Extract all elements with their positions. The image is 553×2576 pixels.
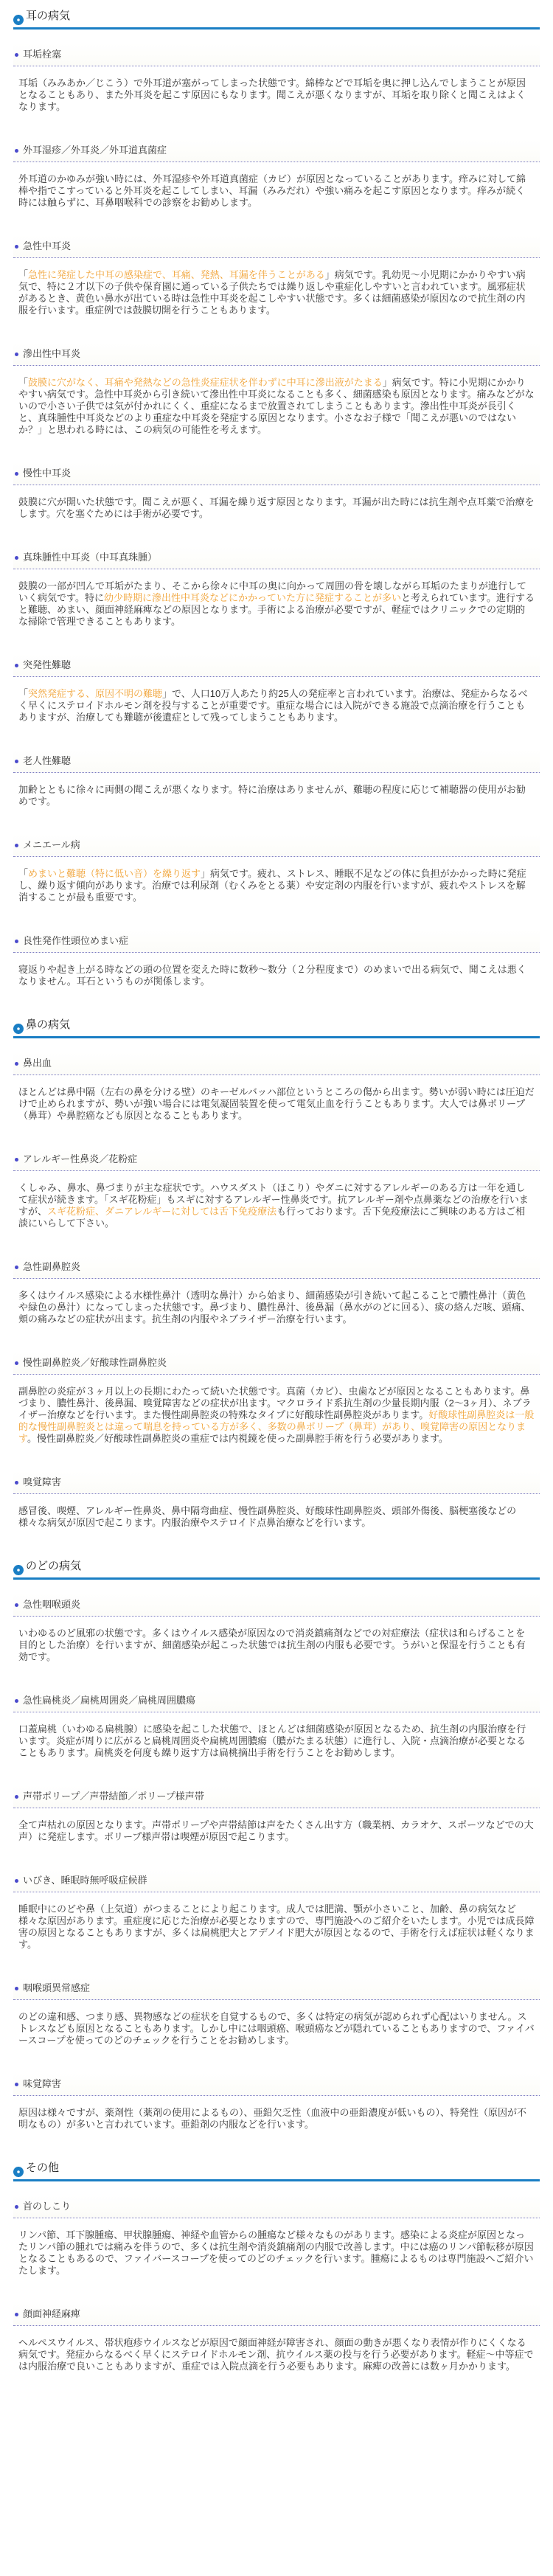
bullet-icon <box>15 1062 18 1066</box>
disease-heading-text: 急性扁桃炎／扁桃周囲炎／扁桃周囲膿瘍 <box>23 1695 196 1706</box>
disease-heading <box>13 654 540 677</box>
disease-heading <box>13 2303 540 2326</box>
disease-description <box>13 1494 540 1529</box>
disease-heading <box>13 750 540 773</box>
bullet-icon <box>15 1158 18 1162</box>
description-text: のどの違和感、つまり感、異物感などの症状を自覚するもので、多くは特定の病気が認められず心配はいりません。ストレスなども原因となることもあります。しかし中には咽頭癌、喉頭癌などが隠れていることもありますので、ファイバースコープを使ってのどのチェックを行うことをお勧めします。 <box>18 2011 535 2046</box>
disease-description <box>13 485 540 520</box>
disease-description <box>13 1075 540 1122</box>
description-text: 外耳道のかゆみが強い時には、外耳湿疹や外耳道真菌症（カビ）が原因となっていることがあります。痒みに対して綿棒や指でこすっていると外耳炎を起こしてしまい、耳漏（みみだれ）や強い痛みを起こす原因となります。痒みが続く時には触らずに、耳鼻咽喉科での診察をお勧めします。 <box>18 173 526 208</box>
section-title-text: 耳の病気 <box>26 10 71 22</box>
disease-item <box>13 1256 540 1325</box>
disease-description <box>13 1617 540 1663</box>
gear-icon <box>13 11 24 21</box>
disease-description <box>13 2096 540 2131</box>
description-text: 副鼻腔の炎症が３ヶ月以上の長期にわたって続いた状態です。真菌（カビ）、虫歯などが原因となることもあります。鼻づまり、膿性鼻汁、後鼻漏、嗅覚障害などの症状が出ます。マクロライド系抗生剤の少量長期内服（2〜3ヶ月）、ネブライザー治療などを行います。また慢性副鼻腔炎の特殊なタイプに好酸球性副鼻腔炎があります。 <box>18 1386 532 1420</box>
section <box>13 1014 540 1529</box>
disease-description <box>13 1808 540 1843</box>
highlighted-text: 幼少時期に滲出性中耳炎などにかかっていた方に発症することが多い <box>103 592 401 603</box>
disease-heading-text: 嗅覚障害 <box>23 1476 62 1487</box>
section-title-text: その他 <box>26 2162 60 2174</box>
disease-heading <box>13 1256 540 1279</box>
description-text: 感冒後、喫煙、アレルギー性鼻炎、鼻中隔弯曲症、慢性副鼻腔炎、好酸球性副鼻腔炎、頭部外傷後、脳梗塞後などの様々な病気が原因で起こります。内服治療やステロイド点鼻治療などを行います。 <box>18 1505 517 1528</box>
disease-heading <box>13 139 540 162</box>
disease-heading <box>13 1785 540 1808</box>
section-title-text: のどの病気 <box>26 1560 82 1572</box>
disease-heading-text: 良性発作性頭位めまい症 <box>23 935 129 946</box>
disease-item <box>13 654 540 723</box>
disease-heading-text: 急性咽喉頭炎 <box>23 1599 81 1610</box>
description-text: ほとんどは鼻中隔（左右の鼻を分ける壁）のキーゼルバッハ部位というところの傷から出ます。勢いが弱い時には圧迫だけで止められますが、勢いが強い場合には電気凝固装置を使って電気止血を行うこともあります。大人では鼻ポリープ（鼻茸）や鼻腔癌なども原因となることもあります。 <box>18 1086 535 1121</box>
disease-heading <box>13 1869 540 1892</box>
disease-heading-text: 滲出性中耳炎 <box>23 348 81 359</box>
disease-heading <box>13 2073 540 2096</box>
disease-item <box>13 139 540 209</box>
description-text: 鼓膜に穴が開いた状態です。聞こえが悪く、耳漏を繰り返す原因となります。耳漏が出た時には抗生剤や点耳薬で治療をします。穴を塞ぐためには手術が必要です。 <box>18 496 535 519</box>
disease-heading <box>13 235 540 258</box>
gear-icon <box>13 1020 24 1030</box>
description-text: 口蓋扁桃（いわゆる扁桃腺）に感染を起こした状態で、ほとんどは細菌感染が原因となるため、抗生剤の内服治療を行います。炎症が周りに広がると扁桃周囲炎や扁桃周囲膿瘍（膿がたまる状態）に進行し、入院・点滴治療が必要となることもあります。扁桃炎を何度も繰り返す方は扁桃摘出手術を行うことをお勧めします。 <box>18 1723 526 1758</box>
highlighted-text: 鼓膜に穴がなく、耳痛や発熱などの急性炎症症状を伴わずに中耳に滲出液がたまる <box>28 377 383 388</box>
bullet-icon <box>15 149 18 153</box>
description-text: 」病気です。特に小児期にかかりやすい病気です。急性中耳炎から引き続いて滲出性中耳炎になることも多く、細菌感染も原因となります。痛みなどがないので小さい子供では気が付かれにくく、重症になるまで放置されてしまうこともあります。滲出性中耳炎が長引くと、真珠腫性中耳炎などのより重症な中耳炎を発症する原因となります。小さなお子様で「聞こえが悪いのではないか？」と思われる時には、この病気の可能性を考えます。 <box>18 377 535 435</box>
disease-description <box>13 2218 540 2277</box>
disease-heading-text: 顔面神経麻痺 <box>23 2308 81 2319</box>
disease-description <box>13 1171 540 1229</box>
disease-item <box>13 834 540 903</box>
disease-description <box>13 953 540 987</box>
disease-item <box>13 462 540 520</box>
description-text: 鼓膜の一部が凹んで耳垢がたまり、そこから徐々に中耳の奥に向かって周囲の骨を壊しながら耳垢のたまりが進行していく病気です。特に <box>18 580 527 603</box>
disease-description <box>13 1712 540 1759</box>
description-text: 。慢性副鼻腔炎／好酸球性副鼻腔炎の重症では内視鏡を使った副鼻腔手術を行う必要があります。 <box>27 1433 448 1444</box>
bullet-icon <box>15 1603 18 1607</box>
bullet-icon <box>15 245 18 249</box>
disease-description <box>13 569 540 628</box>
highlighted-text: 急性に発症した中耳の感染症で、耳痛、発熱、耳漏を伴うことがある <box>28 269 325 280</box>
disease-item <box>13 2303 540 2372</box>
disease-heading <box>13 44 540 66</box>
description-text: 「 <box>18 868 29 879</box>
section <box>13 1555 540 2131</box>
description-text: も行っております。舌下免疫療法にご興味のある方はご相談にいらして下さい。 <box>18 1206 526 1229</box>
disease-item <box>13 44 540 113</box>
bullet-icon <box>15 556 18 560</box>
disease-item <box>13 546 540 628</box>
disease-heading <box>13 1594 540 1617</box>
bullet-icon <box>15 1481 18 1485</box>
disease-item <box>13 1977 540 2046</box>
disease-heading <box>13 1977 540 2000</box>
disease-heading-text: 耳垢栓塞 <box>23 49 62 60</box>
disease-item <box>13 2073 540 2131</box>
bullet-icon <box>15 2083 18 2086</box>
disease-item <box>13 343 540 436</box>
disease-heading <box>13 462 540 485</box>
disease-heading <box>13 2195 540 2218</box>
disease-description <box>13 677 540 723</box>
disease-item <box>13 1594 540 1663</box>
description-text: 耳垢（みみあか／じこう）で外耳道が塞がってしまった状態です。綿棒などで耳垢を奥に押し込んでしまうことが原因となることもあり、また外耳炎を起こす原因にもなります。聞こえが悪くなりますが、耳垢を取り除くと聞こえはよくなります。 <box>18 77 526 112</box>
description-text: 「 <box>18 688 29 699</box>
disease-heading-text: 味覚障害 <box>23 2078 62 2089</box>
disease-description <box>13 66 540 113</box>
disease-description <box>13 2326 540 2372</box>
bullet-icon <box>15 353 18 356</box>
disease-description <box>13 366 540 436</box>
disease-heading <box>13 1690 540 1712</box>
gear-icon <box>13 2163 24 2173</box>
disease-description <box>13 2000 540 2046</box>
description-text: 多くはウイルス感染による水様性鼻汁（透明な鼻汁）から始まり、細菌感染が引き続いて起こることで膿性鼻汁（黄色や緑色の鼻汁）になってしまった状態です。鼻づまり、膿性鼻汁、後鼻漏（鼻水がのどに回る）、痰の絡んだ咳、頭痛、頬の痛みなどの症状が出ます。抗生剤の内服やネブライザー治療を行います。 <box>18 1290 531 1325</box>
disease-heading-text: 急性中耳炎 <box>23 240 72 251</box>
disease-heading-text: メニエール病 <box>23 839 80 850</box>
description-text: リンパ節、耳下腺腫瘍、甲状腺腫瘍、神経や血管からの腫瘍など様々なものがあります。感染による炎症が原因となったリンパ節の腫れでは痛みを伴うので、多くは抗生剤や消炎鎮痛剤の内服で改善します。中には癌のリンパ節転移が原因となることもあるので、ファイバースコープを使ってのどのチェックを行います。腫瘍によるものは専門施設へご紹介いたします。 <box>18 2229 534 2276</box>
disease-heading-text: 老人性難聴 <box>23 755 72 766</box>
disease-heading-text: 声帯ポリープ／声帯結節／ポリープ様声帯 <box>23 1791 204 1802</box>
bullet-icon <box>15 1361 18 1365</box>
bullet-icon <box>15 1795 18 1799</box>
disease-description <box>13 162 540 209</box>
disease-item <box>13 1352 540 1445</box>
bullet-icon <box>15 1699 18 1703</box>
highlighted-text: 突然発症する、原因不明の難聴 <box>28 688 163 699</box>
description-text: 加齢とともに徐々に両側の聞こえが悪くなります。特に治療はありませんが、難聴の程度に応じて補聴器の使用がお勧めです。 <box>18 784 526 807</box>
disease-description <box>13 857 540 903</box>
description-text: 」で、人口10万人あたり約25人の発症率と言われています。治療は、発症からなるべく早くにステロイドホルモン剤を投与することが重要です。重症な場合には入院ができる施設で点滴治療を行うこともありますが、治療しても難聴が後遺症として残ってしまうこともあります。 <box>18 688 528 723</box>
description-text: 「 <box>18 377 29 388</box>
bullet-icon <box>15 1266 18 1269</box>
disease-item <box>13 1052 540 1122</box>
disease-heading-text: 慢性中耳炎 <box>23 468 72 479</box>
disease-heading <box>13 343 540 366</box>
description-text: 睡眠中にのどや鼻（上気道）がつまることにより起こります。成人では肥満、顎が小さいこと、加齢、鼻の病気など様々な原因があります。重症度に応じた治療が必要となりますので、専門施設へのご紹介をいたします。小児では成長障害の原因となることもありますが、多くは扁桃肥大とアデノイド肥大が原因となるので、手術を行えば症状は軽くなります。 <box>18 1903 535 1950</box>
disease-heading <box>13 1352 540 1375</box>
disease-heading-text: アレルギー性鼻炎／花粉症 <box>23 1153 138 1164</box>
disease-item <box>13 1869 540 1951</box>
section <box>13 2157 540 2372</box>
bullet-icon <box>15 2313 18 2316</box>
bullet-icon <box>15 472 18 476</box>
disease-heading <box>13 834 540 857</box>
bullet-icon <box>15 2205 18 2209</box>
disease-heading <box>13 1148 540 1171</box>
description-text: くしゃみ、鼻水、鼻づまりが主な症状です。ハウスダスト（ほこり）やダニに対するアレルギーのある方は一年を通して症状が続きます。「スギ花粉症」もスギに対するアレルギー性鼻炎です。抗アレルギー剤や点鼻薬などの治療を行いますが、 <box>18 1182 529 1217</box>
disease-heading-text: 外耳湿疹／外耳炎／外耳道真菌症 <box>23 145 167 156</box>
section-title <box>13 1555 540 1580</box>
disease-description <box>13 1279 540 1325</box>
disease-heading <box>13 930 540 953</box>
description-text: と考えられています。進行すると難聴、めまい、顔面神経麻痺などの原因となります。手術による治療が必要ですが、軽症ではクリニックでの定期的な掃除で管理できることもあります。 <box>18 592 535 627</box>
disease-item <box>13 235 540 316</box>
disease-description <box>13 773 540 808</box>
description-text: 原因は様々ですが、薬剤性（薬剤の使用によるもの）、亜鉛欠乏性（血液中の亜鉛濃度が低いもの）、特発性（原因が不明なもの）が多いと言われています。亜鉛剤の内服などを行います。 <box>18 2107 527 2130</box>
disease-heading <box>13 546 540 569</box>
disease-heading-text: 慢性副鼻腔炎／好酸球性副鼻腔炎 <box>23 1357 167 1368</box>
description-text: 」病気です。乳幼児〜小児期にかかりやすい病気で、特に２才以下の子供や保育園に通っている子供たちでは繰り返しや重症化しやすいと言われています。風邪症状があるとき、黄色い鼻水が出ている時は急性中耳炎を起こしやすい状態です。多くは細菌感染が原因なので抗生剤の内服を行います。重症例では鼓膜切開を行うこともあります。 <box>18 269 526 316</box>
section-title <box>13 2157 540 2181</box>
disease-heading-text: 急性副鼻腔炎 <box>23 1261 81 1272</box>
disease-heading-text: いびき、睡眠時無呼吸症候群 <box>23 1875 147 1886</box>
disease-heading <box>13 1052 540 1075</box>
disease-item <box>13 930 540 987</box>
description-text: 」病気です。疲れ、ストレス、睡眠不足などの体に負担がかかった時に発症し、繰り返す傾向があります。治療では利尿剤（むくみをとる薬）や安定剤の内服を行いますが、疲れやストレスを解消することが最も重要です。 <box>18 868 526 903</box>
bullet-icon <box>15 844 18 847</box>
highlighted-text: 好酸球性副鼻腔炎は一般的な慢性副鼻腔炎とは違って喘息を持っている方が多く、多数の鼻ポリープ（鼻茸）があり、嗅覚障害の原因となります <box>18 1409 535 1444</box>
disease-heading-text: 真珠腫性中耳炎（中耳真珠腫） <box>23 552 158 563</box>
disease-heading <box>13 1471 540 1494</box>
section <box>13 5 540 987</box>
bullet-icon <box>15 1879 18 1883</box>
disease-item <box>13 750 540 808</box>
disease-heading-text: 突発性難聴 <box>23 659 72 670</box>
section-title <box>13 5 540 29</box>
section-title-text: 鼻の病気 <box>26 1018 71 1031</box>
disease-heading-text: 首のしこり <box>23 2201 72 2212</box>
disease-description <box>13 1892 540 1951</box>
bullet-icon <box>15 940 18 943</box>
disease-description <box>13 258 540 316</box>
disease-item <box>13 1471 540 1529</box>
disease-item <box>13 2195 540 2277</box>
description-text: いわゆるのど風邪の状態です。多くはウイルス感染が原因なので消炎鎮痛剤などでの対症療法（症状は和らげることを目的とした治療）を行いますが、細菌感染が起こった状態では抗生剤の内服も必要です。うがいと保湿を行うことも有効です。 <box>18 1628 526 1662</box>
disease-item <box>13 1690 540 1759</box>
section-title <box>13 1014 540 1038</box>
disease-item <box>13 1785 540 1843</box>
description-text: 「 <box>18 269 29 280</box>
bullet-icon <box>15 53 18 57</box>
disease-heading-text: 咽喉頭異常感症 <box>23 1982 91 1993</box>
disease-heading-text: 鼻出血 <box>23 1058 52 1069</box>
bullet-icon <box>15 664 18 667</box>
disease-item <box>13 1148 540 1229</box>
bullet-icon <box>15 760 18 763</box>
disease-description <box>13 1375 540 1445</box>
highlighted-text: スギ花粉症、ダニアレルギーに対しては舌下免疫療法 <box>47 1206 277 1217</box>
description-text: ヘルペスウイルス、帯状疱疹ウイルスなどが原因で顔面神経が障害され、顔面の動きが悪くなり表情が作りにくくなる病気です。発症からなるべく早くにステロイドホルモン剤、抗ウイルス薬の投与を行う必要があります。軽症〜中等症では内服治療で良いこともありますが、重症では入院点滴を行う必要もあります。麻痺の改善には数ヶ月かかります。 <box>18 2337 534 2372</box>
highlighted-text: めまいと難聴（特に低い音）を繰り返す <box>28 868 201 879</box>
gear-icon <box>13 1561 24 1572</box>
description-text: 寝返りや起き上がる時などの頭の位置を変えた時に数秒〜数分（２分程度まで）のめまいで出る病気で、聞こえは悪くなりません。耳石というものが関係します。 <box>18 964 526 987</box>
bullet-icon <box>15 1987 18 1990</box>
description-text: 全て声枯れの原因となります。声帯ポリープや声帯結節は声をたくさん出す方（職業柄、カラオケ、スポーツなどでの大声）に発症します。ポリープ様声帯は喫煙が原因で起こります。 <box>18 1819 534 1842</box>
